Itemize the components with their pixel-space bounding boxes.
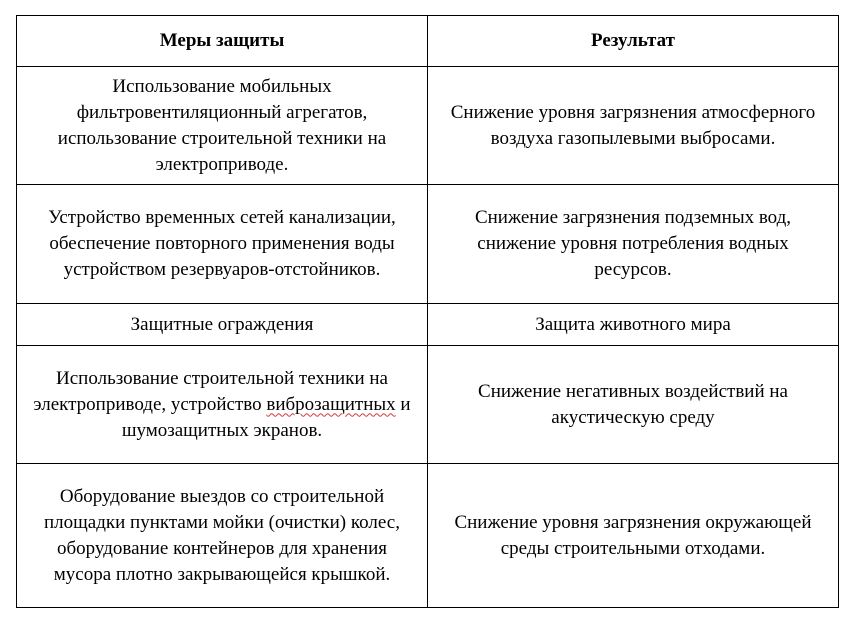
result-text: Защита животного мира <box>535 313 731 335</box>
measure-cell <box>17 304 428 346</box>
result-text: Снижение загрязнения подземных вод, снижение уровня потребления водных ресурсов. <box>474 207 792 280</box>
result-cell <box>428 304 839 346</box>
result-text: Снижение негативных воздействий на акустическую среду <box>478 380 788 428</box>
table-row <box>17 346 839 464</box>
header-result: Результат <box>428 16 839 67</box>
table-row <box>17 185 839 304</box>
table-row <box>17 304 839 346</box>
table-header-row <box>17 16 839 67</box>
measure-text: Защитные ограждения <box>130 313 314 335</box>
protection-measures-table <box>16 15 839 608</box>
measure-cell <box>17 464 428 608</box>
result-cell <box>428 346 839 464</box>
result-cell <box>428 67 839 185</box>
measure-cell <box>17 346 428 464</box>
result-cell <box>428 464 839 608</box>
result-text: Снижение уровня загрязнения атмосферного воздуха газопылевыми выбросами. <box>450 101 816 149</box>
spellcheck-flagged-word: виброзащитных <box>266 393 396 415</box>
result-text: Снижение уровня загрязнения окружающей среды строительными отходами. <box>454 511 812 559</box>
measure-text: Устройство временных сетей канализации, обеспечение повторного применения воды устройством резервуаров-отстойников. <box>48 207 396 280</box>
table-row <box>17 464 839 608</box>
measure-cell <box>17 185 428 304</box>
measure-text-part: Использование строительной техники на электроприводе, устройство <box>33 367 388 415</box>
table-row <box>17 67 839 185</box>
measure-cell <box>17 67 428 185</box>
measure-text: Оборудование выездов со строительной площадки пунктами мойки (очистки) колес, оборудование контейнеров для хранения мусора плотно закрывающейся крышкой. <box>44 485 400 585</box>
result-cell <box>428 185 839 304</box>
header-measures: Меры защиты <box>17 16 428 67</box>
measure-text-part: и шумозащитных экранов. <box>121 393 411 441</box>
measure-text: Использование мобильных фильтровентиляционный агрегатов, использование строительной техники на электроприводе. <box>57 75 387 175</box>
